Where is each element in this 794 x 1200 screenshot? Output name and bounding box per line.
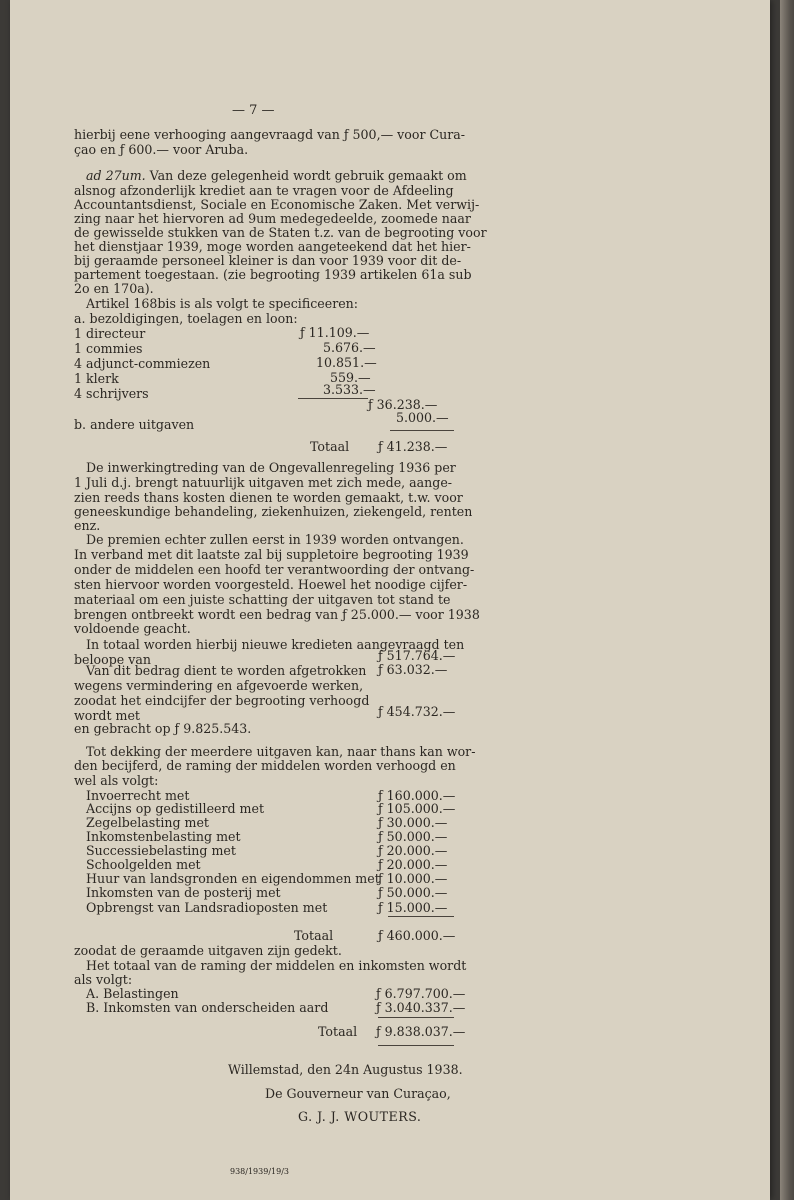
- ongevallen-line: 1 Juli d.j. brengt natuurlijk uitgaven met zich mede, aange-: [74, 475, 453, 490]
- dekking-item-amount: ƒ 20.000.—: [378, 843, 448, 858]
- raming-item-label: B. Inkomsten van onderscheiden aard: [86, 1000, 329, 1015]
- dekking-total-rule: [388, 916, 454, 917]
- subtotal-rule: [298, 398, 368, 399]
- signer-name: G. J. J. WOUTERS.: [298, 1109, 422, 1124]
- krediet-line: In totaal worden hierbij nieuwe kredieten aangevraagd ten: [86, 637, 465, 652]
- dekking-item-label: Schoolgelden met: [86, 857, 201, 872]
- krediet-line: Van dit bedrag dient te worden afgetrokken: [86, 663, 367, 678]
- art168-item-label: 4 adjunct-commiezen: [74, 356, 211, 371]
- dekking-item-amount: ƒ 30.000.—: [378, 815, 448, 830]
- ad27-line: alsnog afzonderlijk krediet aan te vragen voor de Afdeeling: [74, 183, 454, 198]
- dekking-item-label: Invoerrecht met: [86, 788, 190, 803]
- dekking-item-label: Inkomsten van de posterij met: [86, 885, 281, 900]
- dekking-item-label: Inkomstenbelasting met: [86, 829, 241, 844]
- raming-total-label: Totaal: [318, 1024, 358, 1039]
- krediet-line: wordt met: [74, 708, 140, 723]
- art168-item-label: 1 commies: [74, 341, 143, 356]
- raming-total-rule: [378, 1017, 454, 1018]
- dekking-total: ƒ 460.000.—: [378, 928, 456, 943]
- ongevallen-line: enz.: [74, 518, 101, 533]
- total-rule: [390, 430, 454, 431]
- ongevallen-line: De inwerkingtreding van de Ongevallenregeling 1936 per: [86, 460, 456, 475]
- dekking-item-amount: ƒ 20.000.—: [378, 857, 448, 872]
- krediet-amount: ƒ 454.732.—: [378, 704, 456, 719]
- art168-item-amount: 5.676.—: [323, 340, 376, 355]
- document-page: [10, 0, 770, 1200]
- art168-item-amount: ƒ 11.109.—: [300, 325, 370, 340]
- dekking-item-label: Zegelbelasting met: [86, 815, 209, 830]
- premien-line: voldoende geacht.: [74, 621, 191, 636]
- ad27-line: 2o en 170a).: [74, 281, 154, 296]
- krediet-line: beloope van: [74, 652, 151, 667]
- ad27-first-rest: Van deze gelegenheid wordt gebruik gemaakt om: [145, 168, 467, 183]
- raming-intro: als volgt:: [74, 972, 133, 987]
- raming-item-label: A. Belastingen: [86, 986, 179, 1001]
- dekking-item-amount: ƒ 160.000.—: [378, 788, 456, 803]
- raming-intro: Het totaal van de raming der middelen en inkomsten wordt: [86, 958, 467, 973]
- premien-line: De premien echter zullen eerst in 1939 worden ontvangen.: [86, 532, 464, 547]
- dekking-item-label: Accijns op gedistilleerd met: [86, 801, 265, 816]
- art168-intro: Artikel 168bis is als volgt te specificeeren:: [86, 296, 359, 311]
- dekking-item-label: Successiebelasting met: [86, 843, 236, 858]
- ad27-line: zing naar het hiervoren ad 9um medegedeelde, zoomede naar: [74, 211, 471, 226]
- dekking-item-amount: ƒ 105.000.—: [378, 801, 456, 816]
- krediet-line: en gebracht op ƒ 9.825.543.: [74, 721, 252, 736]
- ad27-label: ad 27um.: [86, 168, 146, 183]
- ad27-line: de gewisselde stukken van de Staten t.z. van de begrooting voor: [74, 225, 487, 240]
- ongevallen-line: geneeskundige behandeling, ziekenhuizen, ziekengeld, renten: [74, 504, 473, 519]
- dekking-item-amount: ƒ 50.000.—: [378, 885, 448, 900]
- raming-double-rule: [378, 1045, 454, 1046]
- footer-code: 938/1939/19/3: [230, 1167, 289, 1176]
- premien-line: onder de middelen een hoofd ter verantwoording der ontvang-: [74, 562, 475, 577]
- premien-line: brengen ontbreekt wordt een bedrag van ƒ 25.000.— voor 1938: [74, 607, 480, 622]
- art168-total: ƒ 41.238.—: [378, 439, 448, 454]
- ad27-line: partement toegestaan. (zie begrooting 1939 artikelen 61a sub: [74, 267, 472, 282]
- page-edge: [780, 0, 794, 1200]
- art168-item-label: 4 schrijvers: [74, 386, 149, 401]
- ad27-first-line: [86, 169, 467, 182]
- raming-total: ƒ 9.838.037.—: [376, 1024, 466, 1039]
- premien-line: In verband met dit laatste zal bij suppletoire begrooting 1939: [74, 547, 469, 562]
- dekking-item-amount: ƒ 10.000.—: [378, 871, 448, 886]
- art168-sub-a: a. bezoldigingen, toelagen en loon:: [74, 311, 298, 326]
- art168-amount-b: 5.000.—: [396, 410, 449, 425]
- art168-total-label: Totaal: [310, 439, 350, 454]
- art168-item-amount: 10.851.—: [316, 355, 377, 370]
- premien-line: materiaal om een juiste schatting der uitgaven tot stand te: [74, 592, 451, 607]
- dekking-total-label: Totaal: [294, 928, 334, 943]
- intro-line: hierbij eene verhooging aangevraagd van ƒ 500,— voor Cura-: [74, 127, 466, 142]
- art168-item-amount: 3.533.—: [323, 382, 376, 397]
- raming-item-amount: ƒ 6.797.700.—: [376, 986, 466, 1001]
- premien-line: sten hiervoor worden voorgesteld. Hoewel het noodige cijfer-: [74, 577, 468, 592]
- dekking-intro: wel als volgt:: [74, 773, 159, 788]
- signer-title: De Gouverneur van Curaçao,: [265, 1086, 451, 1101]
- dekking-item-amount: ƒ 50.000.—: [378, 829, 448, 844]
- art168-subtotal-a: ƒ 36.238.—: [368, 397, 438, 412]
- intro-line: çao en ƒ 600.— voor Aruba.: [74, 142, 249, 157]
- dekking-item-label: Huur van landsgronden en eigendommen met: [86, 871, 380, 886]
- dekking-intro: Tot dekking der meerdere uitgaven kan, naar thans kan wor-: [86, 744, 476, 759]
- ad27-line: het dienstjaar 1939, moge worden aangeteekend dat het hier-: [74, 239, 471, 254]
- krediet-amount: ƒ 63.032.—: [378, 662, 448, 677]
- page-number: — 7 —: [232, 103, 275, 118]
- krediet-line: zoodat het eindcijfer der begrooting verhoogd: [74, 693, 370, 708]
- ad27-line: bij geraamde personeel kleiner is dan voor 1939 voor dit de-: [74, 253, 462, 268]
- raming-item-amount: ƒ 3.040.337.—: [376, 1000, 466, 1015]
- ad27-line: Accountantsdienst, Sociale en Economische Zaken. Met verwij-: [74, 197, 480, 212]
- krediet-amount: ƒ 517.764.—: [378, 648, 456, 663]
- dekking-intro: den becijferd, de raming der middelen worden verhoogd en: [74, 758, 456, 773]
- place-date: Willemstad, den 24n Augustus 1938.: [228, 1062, 463, 1077]
- art168-item-label: 1 klerk: [74, 371, 119, 386]
- krediet-line: wegens vermindering en afgevoerde werken,: [74, 678, 364, 693]
- art168-item-amount: 559.—: [330, 370, 371, 385]
- ongevallen-line: zien reeds thans kosten dienen te worden gemaakt, t.w. voor: [74, 490, 463, 505]
- dekking-item-amount: ƒ 15.000.—: [378, 900, 448, 915]
- dekking-item-label: Opbrengst van Landsradioposten met: [86, 900, 328, 915]
- art168-item-label: 1 directeur: [74, 326, 146, 341]
- dekking-closing: zoodat de geraamde uitgaven zijn gedekt.: [74, 943, 342, 958]
- art168-sub-b: b. andere uitgaven: [74, 417, 195, 432]
